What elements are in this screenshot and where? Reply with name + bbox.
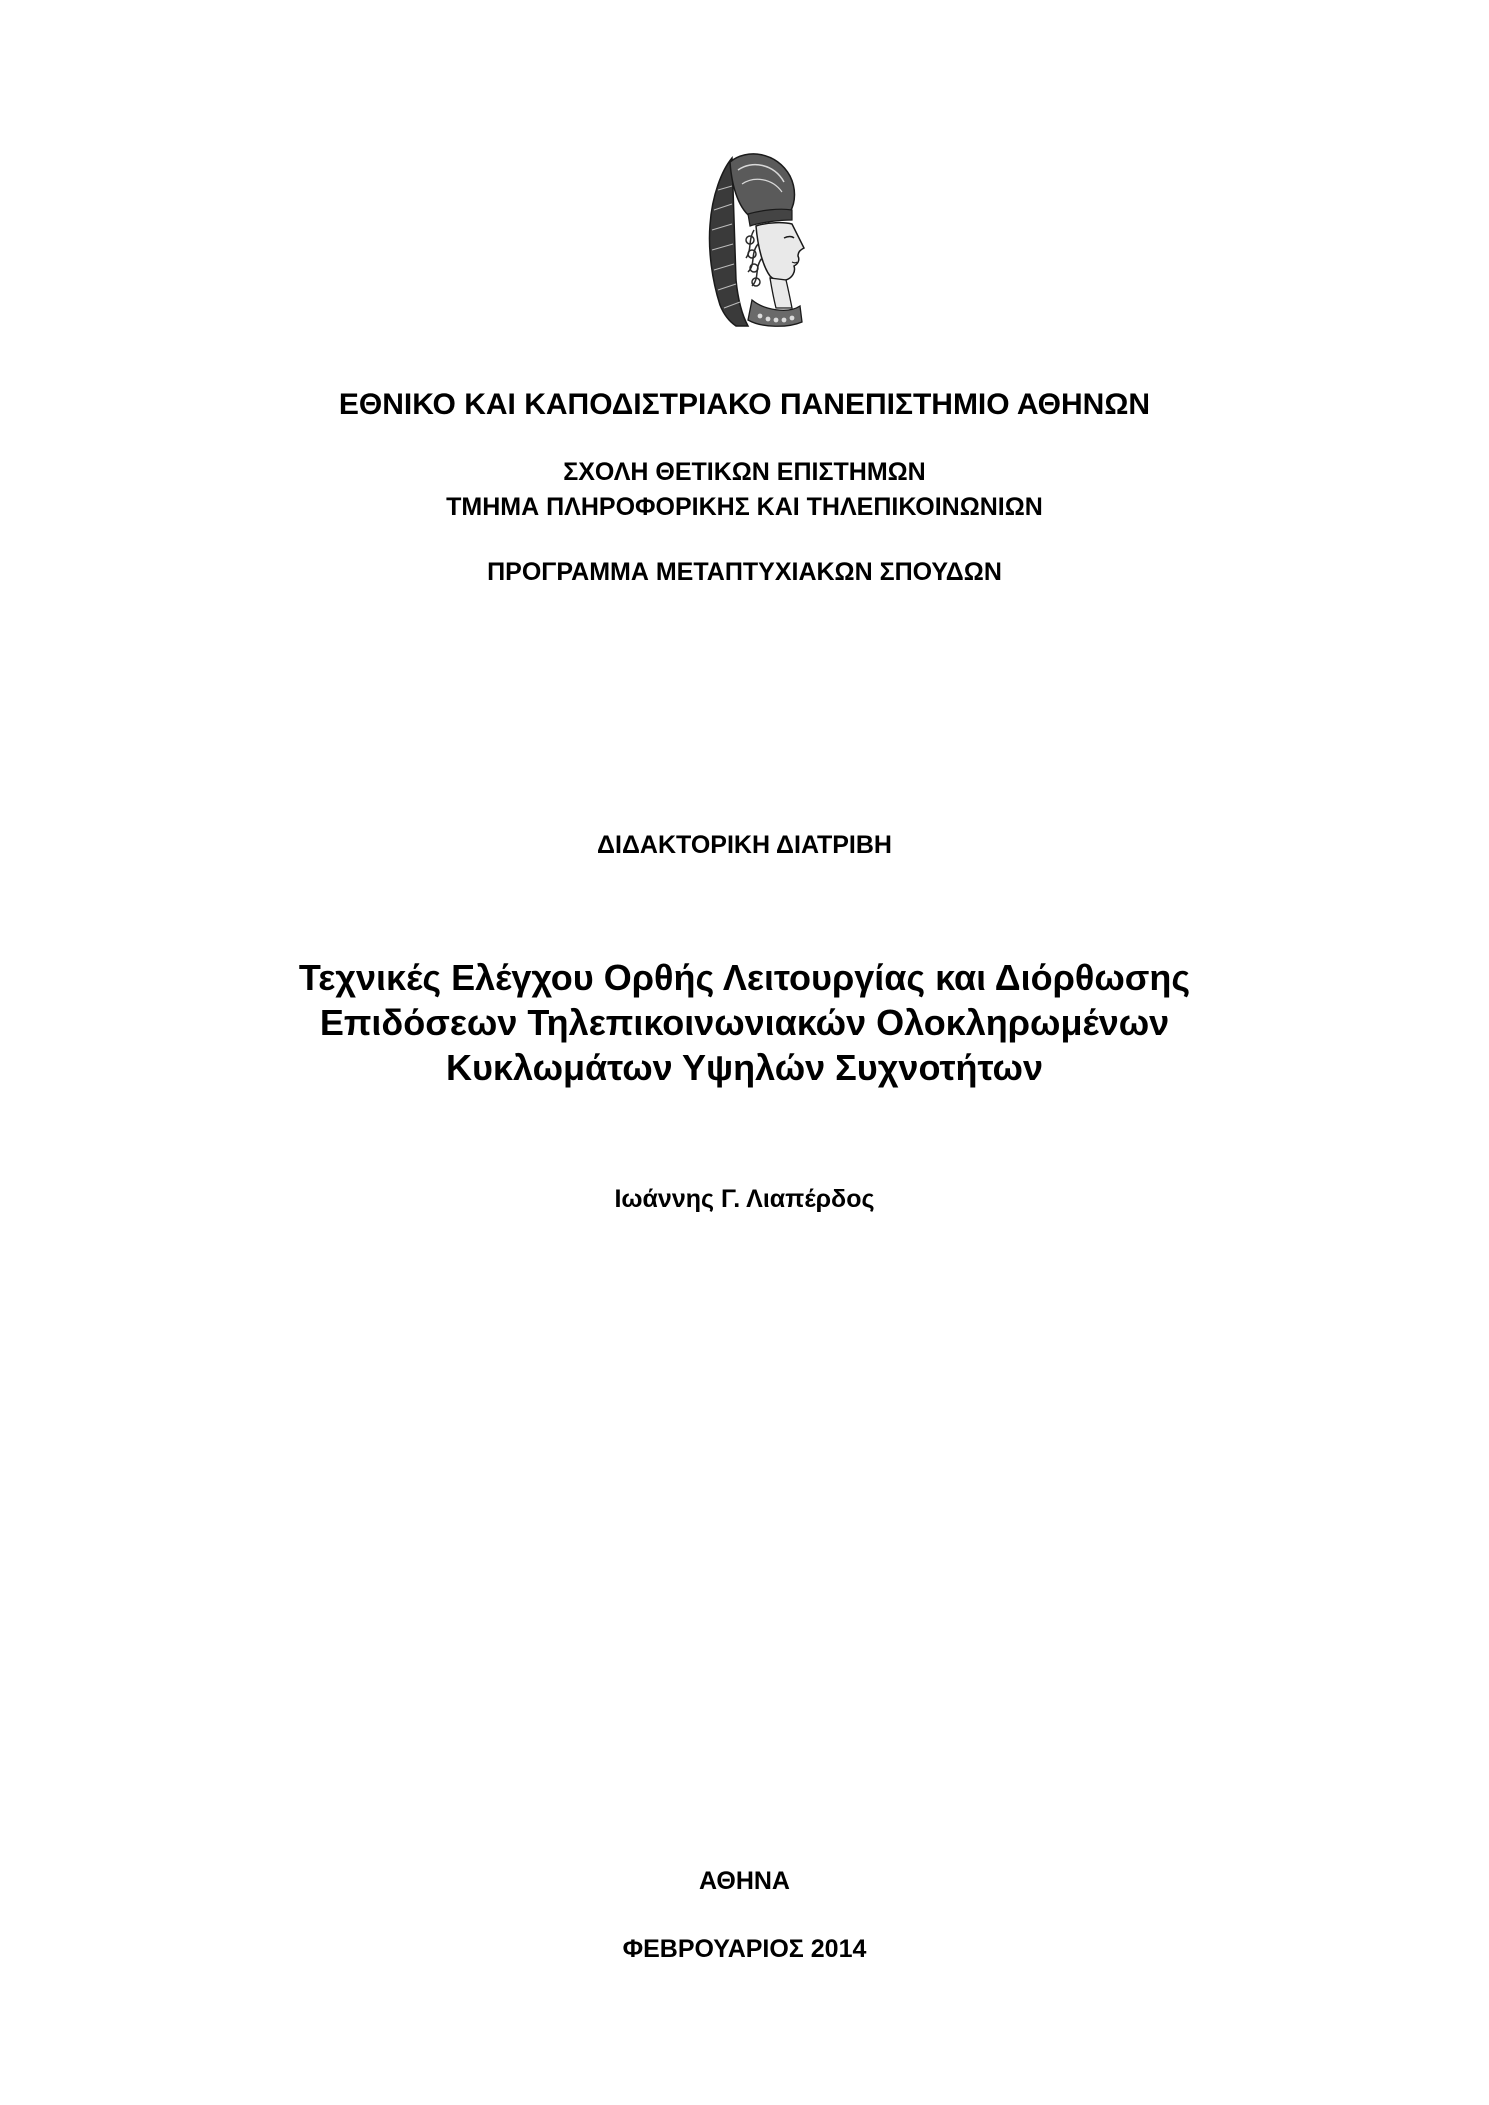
athena-head-emblem-icon: [692, 140, 812, 328]
thesis-title-line: Τεχνικές Ελέγχου Ορθής Λειτουργίας και Διόρθωσης: [298, 957, 1191, 998]
author-name: Ιωάννης Γ. Λιαπέρδος: [614, 1185, 875, 1213]
publication-date: ΦΕΒΡΟΥΑΡΙΟΣ 2014: [622, 1935, 867, 1963]
department-name: ΤΜΗΜΑ ΠΛΗΡΟΦΟΡΙΚΗΣ ΚΑΙ ΤΗΛΕΠΙΚΟΙΝΩΝΙΩΝ: [446, 493, 1043, 521]
thesis-title-line: Επιδόσεων Τηλεπικοινωνιακών Ολοκληρωμένων: [319, 1002, 1170, 1043]
city: ΑΘΗΝΑ: [699, 1867, 790, 1895]
document-type: ΔΙΔΑΚΤΟΡΙΚΗ ΔΙΑΤΡΙΒΗ: [597, 831, 892, 859]
school-name: ΣΧΟΛΗ ΘΕΤΙΚΩΝ ΕΠΙΣΤΗΜΩΝ: [563, 458, 926, 486]
thesis-title-line: Κυκλωμάτων Υψηλών Συχνοτήτων: [445, 1047, 1043, 1088]
university-name: ΕΘΝΙΚΟ ΚΑΙ ΚΑΠΟΔΙΣΤΡΙΑΚΟ ΠΑΝΕΠΙΣΤΗΜΙΟ ΑΘΗΝΩΝ: [338, 388, 1151, 421]
program-name: ΠΡΟΓΡΑΜΜΑ ΜΕΤΑΠΤΥΧΙΑΚΩΝ ΣΠΟΥΔΩΝ: [487, 558, 1002, 586]
thesis-title: [0, 955, 1489, 1090]
